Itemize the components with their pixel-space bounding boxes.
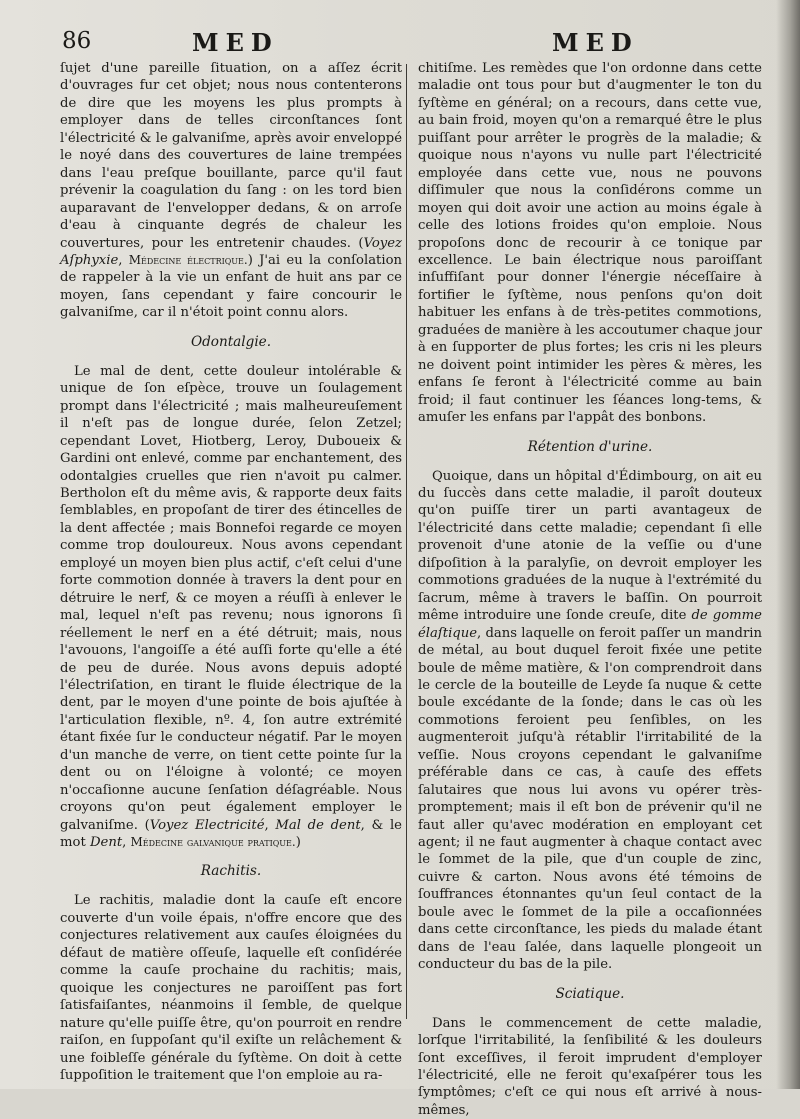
paragraph-noye: ſujet d'une pareille ſituation, on a aſſez écrit d'ouvrages fur cet objet; nous nous contenterons de dire que les moyens les plus prompts à employer dans de telles circonſtances ſont l'électricité & le galvaniſme, après avoir enveloppé le noyé dans des couvertures de laine trempées dans l'eau preſque bouillante, parce qu'il faut prévenir la coagulation du ſang : on les tord bien auparavant de l'envelopper dedans, & on arroſe d'eau à cinquante degrés de chaleur les couvertures, pour les entretenir chaudes. (Voyez Aſphyxie, Médecine électrique.) J'ai eu la conſolation de rappeler à la vie un enfant de huit ans par ce moyen, ſans cependant y faire concourir le galvaniſme, car il n'étoit point connu alors.	[60, 61, 403, 321]
page-number: 86	[62, 28, 92, 54]
paragraph-rachitis: Le rachitis, maladie dont la cauſe eſt encore couverte d'un voile épais, n'offre encore que des conjectures relativement aux cauſes éloignées du défaut de matière oſſeuſe, laquelle eſt conſidérée comme la cauſe prochaine du rachitis; mais, quoique les conjectures ne paroiſſent pas fort ſatisfaiſantes, néanmoins il ſemble, de quelque nature qu'elle puiſſe être, qu'on pourroit en rendre raiſon, en ſuppoſant qu'il exiſte un relâchement & une foibleſſe générale du ſyſtème. On doit à cette ſuppoſition le traitement que l'on emploie au ra-	[60, 893, 402, 1084]
page-header	[0, 28, 800, 58]
paragraph-odontalgie: Le mal de dent, cette douleur intolérable & unique de ſon eſpèce, trouve un ſoulagement prompt dans l'électricité ; mais malheureuſement il n'eſt pas de longue durée, ſelon Zetzel; cependant Lovet, Hiotberg, Leroy, Duboueix & Gardini ont enlevé, comme par enchantement, des odontalgies cruelles que rien n'avoit pu calmer. Bertholon eſt du même avis, & rapporte deux faits ſemblables, en propoſant de tirer des étincelles de la dent affectée ; mais Bonnefoi regarde ce moyen comme trop douloureux. Nous avons cependant employé un moyen bien plus actif, c'eſt celui d'une forte commotion donnée à travers la dent pour en détruire le nerf, & ce moyen a réuſſi à enlever le mal, lequel n'eſt pas revenu; nous ignorons ſi réellement le nerf en a été détruit; mais, nous l'avouons, l'angoiſſe a été auſſi forte qu'elle a été de peu de durée. Nous avons depuis adopté l'électriſation, en tirant le fluide électrique de la dent, par le moyen d'une pointe de bois ajuſtée à l'articulation flexible, nº. 4, ſon autre extrémité étant fixée ſur le conducteur négatif. Par le moyen d'un manche de verre, on tient cette pointe ſur la dent ou on l'éloigne à volonté; ce moyen n'occaſionne aucune ſenſation déſagréable. Nous croyons qu'on peut également employer le galvaniſme. (Voyez Electricité, Mal de dent, & le mot Dent, Médecine galvanique pratique.)	[60, 363, 402, 851]
paragraph-retention: Quoique, dans un hôpital d'Édimbourg, on ait eu du ſuccès dans cette maladie, il paroît douteux qu'on puiſſe tirer un parti avantageux de l'électricité dans cette maladie; cependant ſi elle provenoit d'une atonie de la veſſie ou d'une diſpoſition à la paralyſie, on devroit employer les commotions graduées de la nuque à l'extrémité du ſacrum, même à travers le baſſin. On pourroit même introduire une ſonde creuſe, dite de gomme élaſtique, dans laquelle on feroit paſſer un mandrin de métal, au bout duquel feroit fixée une petite boule de même matière, & l'on comprendroit dans le cercle de la bouteille de Leyde ſa nuque & cette boule excédante de la ſonde; dans le cas où les commotions feroient peu ſenſibles, on les augmenteroit juſqu'à rétablir l'irritabilité de la veſſie. Nous croyons cependant le galvaniſme préférable dans ce cas, à cauſe des effets ſalutaires que nous lui avons vu opérer très-promptement; mais il eſt bon de prévenir qu'il ne faut aller qu'avec modération en employant cet agent; il ne faut augmenter à chaque contact avec le ſommet de la pile, que d'un couple de zinc, cuivre & carton. Nous avons été témoins de ſouffrances étonnantes qu'un ſeul contact de la boule avec le ſommet de la pile a occaſionnées dans cette circonſtance, les pieds du malade étant dans de l'eau ſalée, dans laquelle plongeoit un conducteur du bas de la pile.	[418, 468, 762, 973]
heading-retention: Rétention d'urine.	[527, 438, 653, 455]
paragraph-sciatique: Dans le commencement de cette maladie, lorſque l'irritabilité, la ſenſibilité & les douleurs ſont exceſſives, il feroit imprudent d'employer l'électricité, elle ne feroit qu'exaſpérer tous les ſymptômes; c'eſt ce qui nous eſt arrivé à nous-mêmes,	[418, 1015, 762, 1118]
right-column	[418, 60, 762, 1119]
running-head-right: MED	[552, 28, 639, 57]
running-head-left: MED	[192, 28, 279, 57]
heading-odontalgie: Odontalgie.	[190, 333, 272, 350]
paragraph-rachitisme: chitiſme. Les remèdes que l'on ordonne dans cette maladie ont tous pour but d'augmenter le ton du ſyſtème en général; on a recours, dans cette vue, au bain froid, moyen qu'on a remarqué être le plus puiſſant pour arrêter le progrès de la maladie; & quoique nous n'ayons vu nulle part l'électricité employée dans cette vue, nous ne pouvons diſſimuler que nous la conſidérons comme un moyen qui doit avoir une action au moins égale à celle des lotions froides qu'on emploie. Nous propoſons donc de recourir à ce tonique par excellence. Le bain électrique nous paroiſſant inſuffiſant pour donner l'énergie néceſſaire à fortifier le ſyſtème, nous penſons qu'on doit habituer les enfans à de très-petites commotions, graduées de manière à les accoutumer chaque jour à en ſupporter de plus fortes; les cris ni les pleurs ne doivent point intimider les pères & mères, les enfans ſe feront à l'électricité comme au bain froid; il faut continuer les ſéances long-tems, & amuſer les enfans par l'appât des bonbons.	[418, 61, 762, 426]
heading-rachitis: Rachitis.	[200, 863, 262, 880]
page-edge-shadow	[776, 0, 800, 1089]
column-rule	[406, 64, 407, 1019]
left-column	[60, 60, 402, 1084]
heading-sciatique: Sciatique.	[555, 985, 625, 1002]
